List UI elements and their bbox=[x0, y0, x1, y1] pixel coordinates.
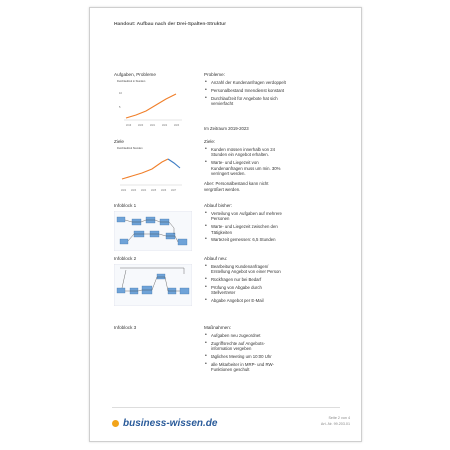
page-number: Seite 2 von 4 bbox=[328, 416, 350, 420]
section-heading-infoblock-2: Infoblock 2 bbox=[114, 256, 137, 261]
list-item: • Aufgaben neu zugeordnet bbox=[204, 333, 286, 338]
handout-page bbox=[89, 7, 362, 442]
section-heading-ziele: Ziele bbox=[114, 139, 124, 144]
list-item: • Wartezeit gemessen: 6,5 Stunden bbox=[204, 237, 286, 242]
logo-dot-icon bbox=[112, 420, 119, 427]
section-heading-ablauf-neu: Ablauf neu: bbox=[204, 256, 228, 261]
brand-name: business-wissen.de bbox=[123, 418, 218, 429]
goals-note: Aber: Personalbestand kann nicht vergrößert werden. bbox=[204, 181, 269, 192]
chart1-line bbox=[126, 94, 176, 118]
list-item: • Warte- und Liegezeit zwischen den Tätigkeiten bbox=[204, 224, 286, 235]
list-item: • Verteilung von Aufgaben auf mehrere Personen bbox=[204, 211, 286, 222]
chart1-xtick: 2020 bbox=[138, 125, 144, 127]
brand-logo bbox=[112, 418, 217, 429]
section-heading-infoblock-1: Infoblock 1 bbox=[114, 203, 137, 208]
old-process-list bbox=[204, 211, 286, 245]
section-heading-massnahmen: Maßnahmen: bbox=[204, 325, 232, 330]
list-item: • Anzahl der Kundenanfragen verdoppelt bbox=[204, 80, 286, 85]
chart1-ytick-5: 5 bbox=[119, 106, 121, 109]
list-item: • Durchlaufzeit für Angebote hat sich vervierfacht bbox=[204, 96, 286, 107]
section-heading-ablauf-bisher: Ablauf bisher: bbox=[204, 203, 233, 208]
goals-list bbox=[204, 147, 286, 179]
chart2-line-target bbox=[168, 159, 180, 168]
process-diagram-new bbox=[114, 264, 192, 306]
footer-divider bbox=[112, 407, 340, 408]
list-item: • Prüfung von Abgabe durch Stellvertreter bbox=[204, 285, 286, 296]
chart-durchlaufzeit-2 bbox=[114, 147, 184, 197]
section-heading-ziele-right: Ziele: bbox=[204, 139, 216, 144]
list-item: • alle Mitarbeiter in MRP- und RW-Funktionen geschult bbox=[204, 362, 286, 373]
chart1-xtick: 2022 bbox=[162, 125, 168, 127]
section-heading-aufgaben: Aufgaben, Probleme bbox=[114, 72, 156, 77]
chart1-xtick: 2019 bbox=[126, 125, 132, 127]
article-number: Art.-Nr. 99.203.01 bbox=[320, 422, 350, 426]
chart2-xtick: 2023 bbox=[131, 190, 137, 192]
page-title: Handout: Aufbau nach der Drei-Spalten-Struktur bbox=[114, 22, 227, 27]
chart1-xtick: 2023 bbox=[174, 125, 180, 127]
measures-list bbox=[204, 333, 286, 375]
chart2-xtick: 2026 bbox=[161, 190, 167, 192]
list-item: • Abgabe Angebot per E-Mail bbox=[204, 298, 286, 303]
chart1-ytick-10: 10 bbox=[119, 92, 122, 95]
section-heading-infoblock-3: Infoblock 3 bbox=[114, 325, 137, 330]
section-heading-probleme: Probleme: bbox=[204, 72, 225, 77]
chart-durchlaufzeit-1 bbox=[114, 80, 184, 130]
problems-period: Im Zeitraum 2019-2023 bbox=[204, 126, 249, 131]
list-item: • tägliches Meeting um 10:00 Uhr bbox=[204, 354, 286, 359]
chart2-xtick: 2024 bbox=[141, 190, 147, 192]
chart2-xtick: 2027 bbox=[171, 190, 177, 192]
chart2-xtick: 2022 bbox=[121, 190, 127, 192]
list-item: • Bearbeitung Kundenanfragen/ Erstellung Angebot von einer Person bbox=[204, 264, 286, 275]
chart2-title: Durchlaufzeit Stunden bbox=[117, 147, 143, 150]
chart1-title: Durchlaufzeit in Stunden bbox=[117, 80, 146, 83]
list-item: • Zugriffsrechte auf Angebots-information vergeben bbox=[204, 341, 286, 352]
list-item: • Personalbestand Innendienst konstant bbox=[204, 88, 286, 93]
list-item: • Rückfragen nur bei Bedarf bbox=[204, 277, 286, 282]
list-item: • Warte- und Liegezeit von Kundenanfragen muss um min. 30% verringert werden. bbox=[204, 160, 286, 176]
chart2-line-actual bbox=[122, 159, 168, 179]
list-item: • Kunden müssen innerhalb von 24 Stunden ein Angebot erhalten. bbox=[204, 147, 286, 158]
chart1-xtick: 2021 bbox=[150, 125, 156, 127]
process-diagram-old bbox=[114, 211, 192, 251]
problems-list bbox=[204, 80, 286, 109]
new-process-list bbox=[204, 264, 286, 306]
chart2-xtick: 2025 bbox=[151, 190, 157, 192]
